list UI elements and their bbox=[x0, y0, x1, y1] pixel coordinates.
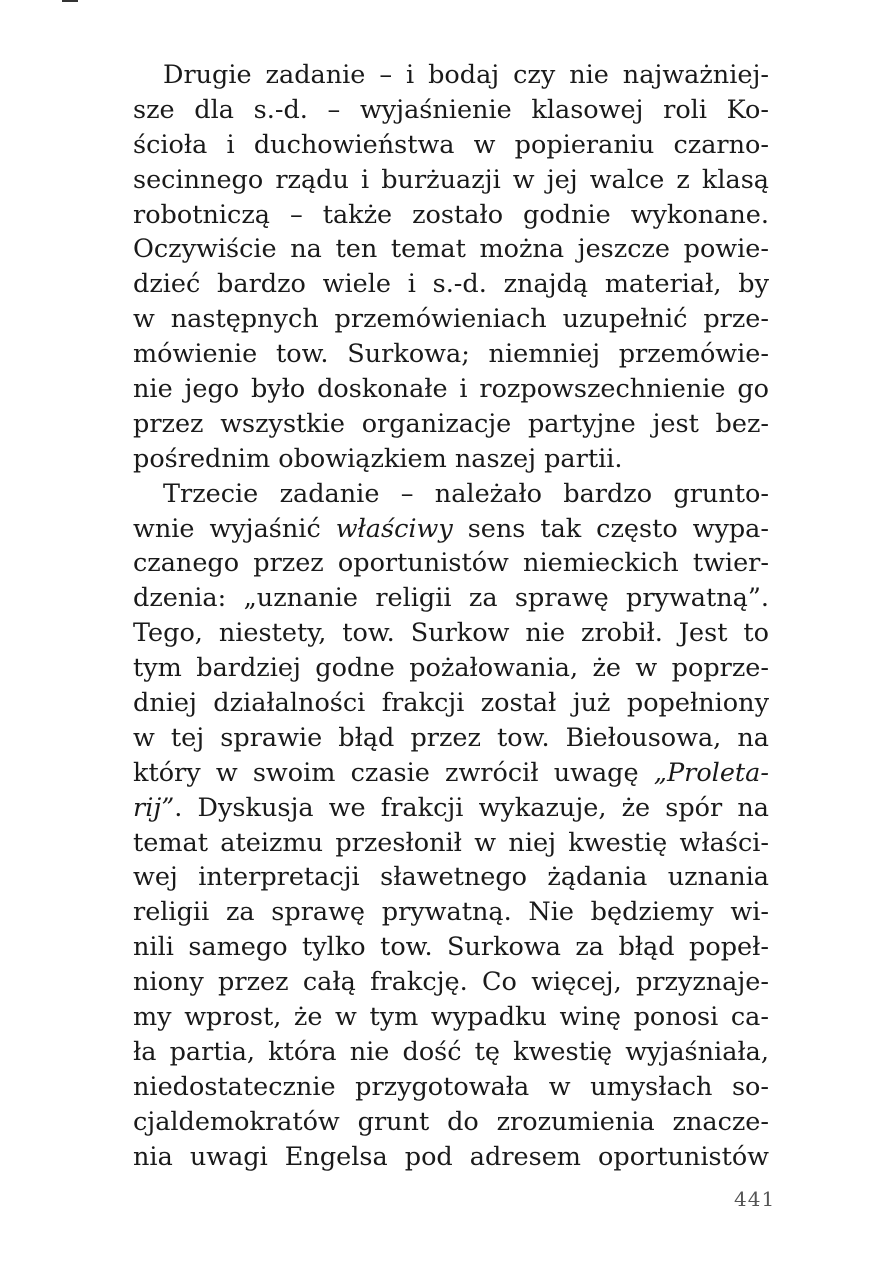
text-line: my wprost, że w tym wypadku winę ponosi ca- bbox=[133, 1002, 769, 1033]
text-line: religii za sprawę prywatną. Nie będziemy wi- bbox=[133, 897, 769, 928]
text-line: cjaldemokratów grunt do zrozumienia znacze- bbox=[133, 1106, 769, 1137]
text-line: w następnych przemówieniach uzupełnić prze- bbox=[133, 304, 769, 335]
text-line: ła partia, która nie dość tę kwestię wyjaśniała, bbox=[133, 1036, 769, 1067]
text-line: Drugie zadanie – i bodaj czy nie najważniej- bbox=[163, 60, 769, 90]
page-number: 441 bbox=[734, 1187, 776, 1211]
text-line: który w swoim czasie zwrócił uwagę „Proleta- bbox=[133, 757, 769, 788]
text-line: secinnego rządu i burżuazji w jej walce z klasą bbox=[133, 164, 769, 195]
text-line: dniej działalności frakcji został już popełniony bbox=[133, 688, 769, 719]
text-line: niony przez całą frakcję. Co więcej, przyznaje- bbox=[133, 967, 769, 998]
text-line: nie jego było doskonałe i rozpowszechnienie go bbox=[133, 374, 769, 405]
text-line: niedostatecznie przygotowała w umysłach so- bbox=[133, 1071, 769, 1102]
text-line: czanego przez oportunistów niemieckich twier- bbox=[133, 548, 769, 579]
text-line: nia uwagi Engelsa pod adresem oportunistów bbox=[133, 1141, 769, 1172]
text-line: temat ateizmu przesłonił w niej kwestię właści- bbox=[133, 827, 769, 858]
text-line: dzenia: „uznanie religii za sprawę prywatną”. bbox=[133, 583, 769, 614]
text-line: pośrednim obowiązkiem naszej partii. bbox=[133, 443, 623, 474]
corner-mark bbox=[62, 0, 78, 2]
text-line: dzieć bardzo wiele i s.-d. znajdą materiał, by bbox=[133, 269, 769, 300]
text-line: Oczywiście na ten temat można jeszcze powie- bbox=[133, 234, 769, 265]
text-line: sze dla s.-d. – wyjaśnienie klasowej roli Ko- bbox=[133, 94, 769, 125]
text-line: wnie wyjaśnić właściwy sens tak często wypa- bbox=[133, 513, 769, 544]
text-line: w tej sprawie błąd przez tow. Biełousowa, na bbox=[133, 722, 769, 753]
text-line: wej interpretacji sławetnego żądania uznania bbox=[133, 862, 769, 893]
text-line: tym bardziej godne pożałowania, że w poprze- bbox=[133, 653, 769, 684]
text-line: rij”. Dyskusja we frakcji wykazuje, że spór na bbox=[133, 792, 769, 823]
text-line: ścioła i duchowieństwa w popieraniu czarno- bbox=[133, 129, 769, 160]
text-line: przez wszystkie organizacje partyjne jest bez- bbox=[133, 408, 769, 439]
text-line: Tego, niestety, tow. Surkow nie zrobił. Jest to bbox=[133, 618, 769, 649]
text-line: Trzecie zadanie – należało bardzo grunto- bbox=[163, 478, 769, 509]
text-line: mówienie tow. Surkowa; niemniej przemówie- bbox=[133, 339, 769, 370]
text-line: robotniczą – także zostało godnie wykonane. bbox=[133, 199, 769, 230]
page-body-text bbox=[133, 58, 769, 1175]
text-line: nili samego tylko tow. Surkowa za błąd popeł- bbox=[133, 932, 769, 963]
